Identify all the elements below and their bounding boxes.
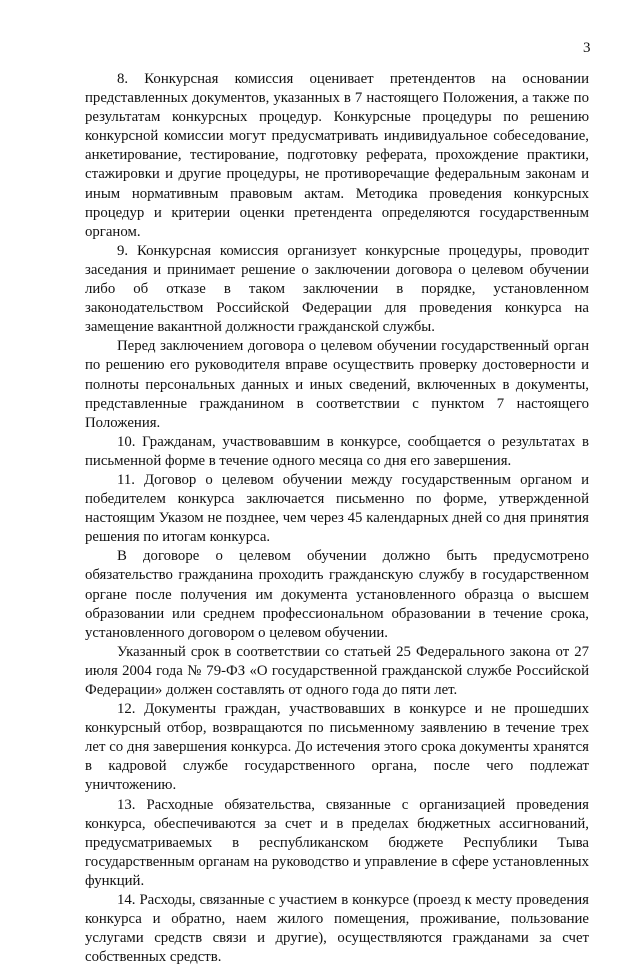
paragraph-9-continued: Перед заключением договора о целевом обучении государственный орган по решению его руководителя вправе осуществить проверку достоверности и полноты персональных данных и иных сведений, включенных в документы, представленные гражданином в соответствии с пунктом 7 настоящего Положения. (85, 338, 589, 431)
paragraph-10: 10. Гражданам, участвовавшим в конкурсе, сообщается о результатах в письменной форме в течение одного месяца со дня его завершения. (85, 433, 589, 469)
paragraph-9: 9. Конкурсная комиссия организует конкурсные процедуры, проводит заседания и принимает решение о заключении договора о целевом обучении либо об отказе в таком заключении в порядке, установленном законодательством Российской Федерации для проведения конкурса на замещение вакантной должности гражданской службы. (85, 242, 589, 336)
paragraph-11: 11. Договор о целевом обучении между государственным органом и победителем конкурса заключается письменно по форме, утвержденной настоящим Указом не позднее, чем через 45 календарных дней со дня принятия решения по итогам конкурса. (85, 471, 589, 546)
paragraph-14: 14. Расходы, связанные с участием в конкурсе (проезд к месту проведения конкурса и обратно, наем жилого помещения, проживание, пользование услугами средств связи и другие), осуществляются гражданами за счет собственных средств. (85, 892, 589, 966)
document-body (85, 70, 589, 967)
paragraph-11-term: Указанный срок в соответствии со статьей 25 Федерального закона от 27 июля 2004 года № 79-ФЗ «О государственной гражданской службе Российской Федерации» должен составлять от одного года до пяти лет. (85, 643, 589, 698)
page-number: 3 (583, 40, 591, 56)
paragraph-12: 12. Документы граждан, участвовавших в конкурсе и не прошедших конкурсный отбор, возвращаются по письменному заявлению в течение трех лет со дня завершения конкурса. До истечения этого срока документы хранятся в кадровой службе государственного органа, после чего подлежат уничтожению. (85, 701, 589, 794)
paragraph-13: 13. Расходные обязательства, связанные с организацией проведения конкурса, обеспечиваются за счет и в пределах бюджетных ассигнований, предусматриваемых в республиканском бюджете Республики Тыва государственным органам на руководство и управление в сфере установленных функций. (85, 796, 589, 889)
paragraph-11-obligation: В договоре о целевом обучении должно быть предусмотрено обязательство гражданина проходить гражданскую службу в государственном органе после получения им документа установленного образца о высшем образовании или среднем профессиональном образовании в течение срока, установленного договором о целевом обучении. (85, 548, 589, 641)
paragraph-8: 8. Конкурсная комиссия оценивает претендентов на основании представленных документов, указанных в 7 настоящего Положения, а также по результатам конкурсных процедур. Конкурсные процедуры по решению конкурсной комиссии могут предусматривать индивидуальное собеседование, анкетирование, тестирование, подготовку реферата, прохождение практики, стажировки и другие процедуры, не противоречащие федеральным законам и иным нормативным правовым актам. Методика проведения конкурсных процедур и критерии оценки претендента определяются государственным органом. (85, 71, 589, 240)
